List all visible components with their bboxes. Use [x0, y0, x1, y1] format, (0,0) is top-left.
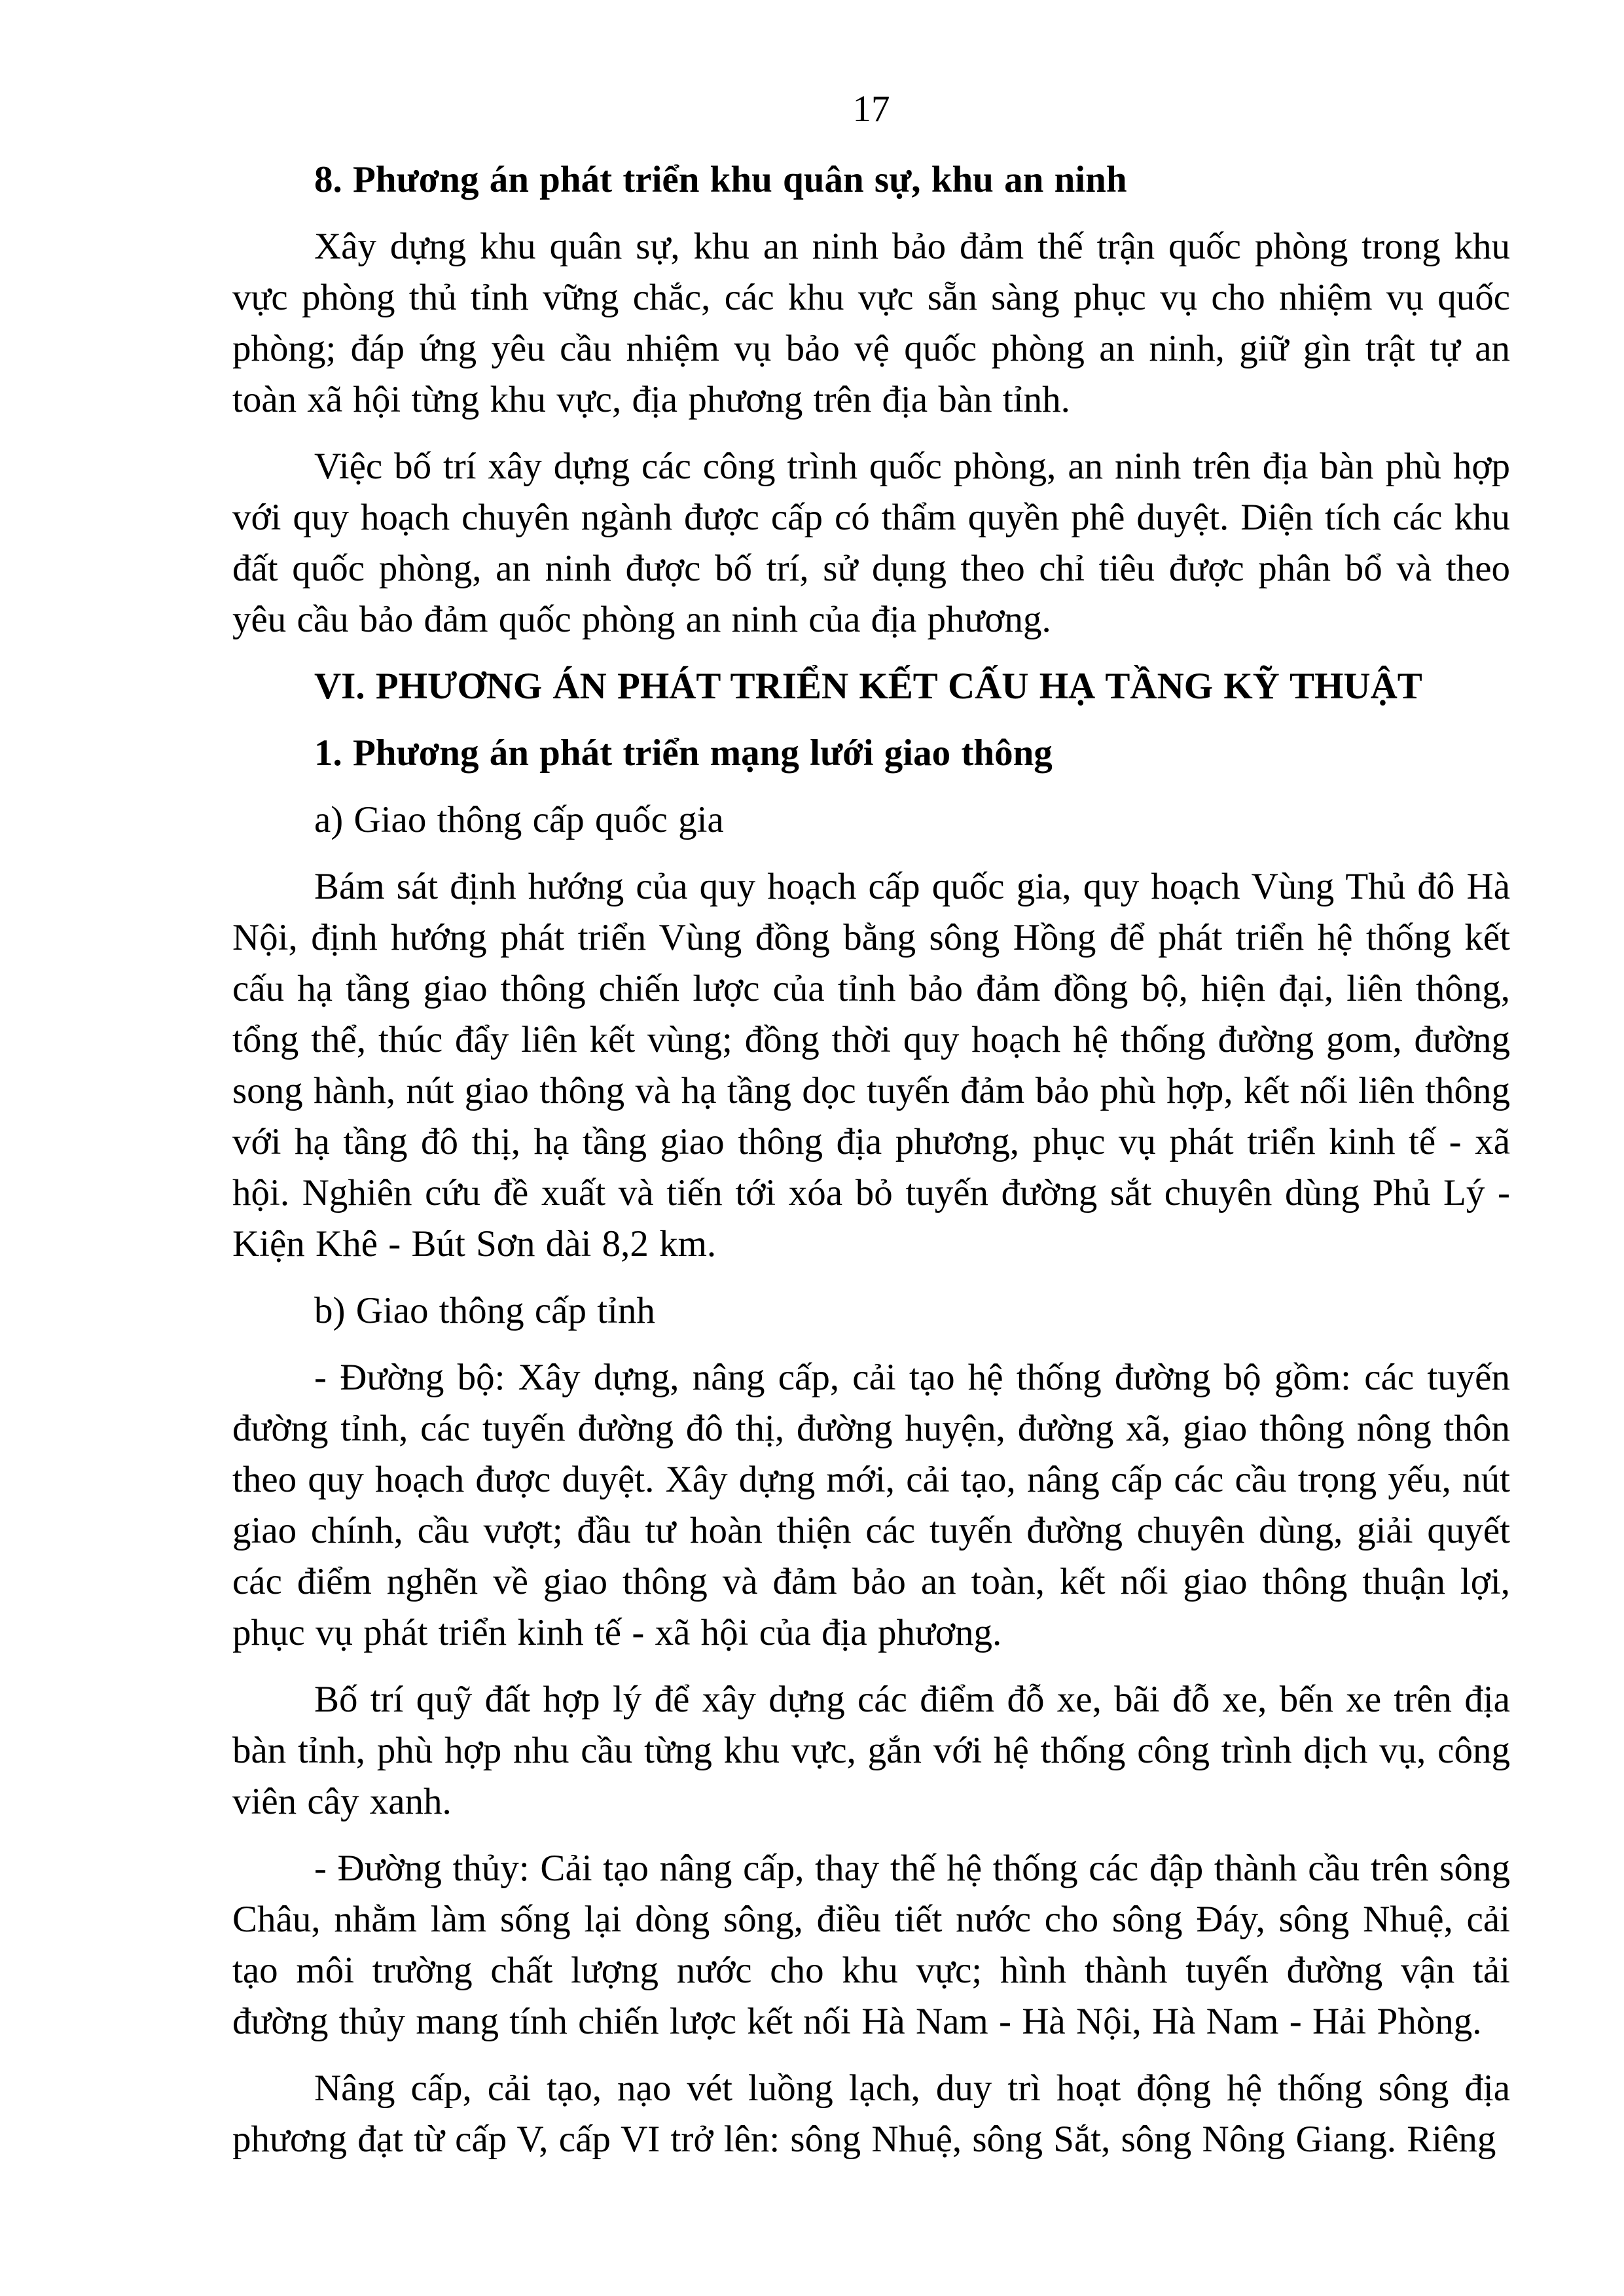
item-heading-national-transport: a) Giao thông cấp quốc gia: [314, 799, 724, 840]
paragraph-provincial-roads: - Đường bộ: Xây dựng, nâng cấp, cải tạo hệ thống đường bộ gồm: các tuyến đường tỉnh, các tuyến đường đô thị, đường huyện, đường xã, giao thông nông thôn theo quy hoạch được duyệt. Xây dựng mới, cải tạo, nâng cấp các cầu trọng yếu, nút giao chính, cầu vượt; đầu tư hoàn thiện các tuyến đường chuyên dùng, giải quyết các điểm nghẽn về giao thông và đảm bảo an toàn, kết nối giao thông thuận lợi, phục vụ phát triển kinh tế - xã hội của địa phương.: [232, 1357, 1510, 1653]
page-content: [232, 84, 1510, 2181]
item-heading-provincial-transport: b) Giao thông cấp tỉnh: [314, 1290, 655, 1331]
subsection-heading-transport-network: 1. Phương án phát triển mạng lưới giao thông: [314, 732, 1053, 774]
page-number: 17: [852, 88, 890, 130]
paragraph-parking-land: Bố trí quỹ đất hợp lý để xây dựng các điểm đỗ xe, bãi đỗ xe, bến xe trên địa bàn tỉnh, phù hợp nhu cầu từng khu vực, gắn với hệ thống công trình dịch vụ, công viên cây xanh.: [232, 1679, 1510, 1822]
section-heading-infrastructure: VI. PHƯƠNG ÁN PHÁT TRIỂN KẾT CẤU HẠ TẦNG KỸ THUẬT: [314, 666, 1422, 707]
paragraph-river-dredging: Nâng cấp, cải tạo, nạo vét luồng lạch, duy trì hoạt động hệ thống sông địa phương đạt từ cấp V, cấp VI trở lên: sông Nhuệ, sông Sắt, sông Nông Giang. Riêng: [232, 2068, 1510, 2160]
paragraph-waterways: - Đường thủy: Cải tạo nâng cấp, thay thế hệ thống các đập thành cầu trên sông Châu, nhằm làm sống lại dòng sông, điều tiết nước cho sông Đáy, sông Nhuệ, cải tạo môi trường chất lượng nước cho khu vực; hình thành tuyến đường vận tải đường thủy mang tính chiến lược kết nối Hà Nam - Hà Nội, Hà Nam - Hải Phòng.: [232, 1848, 1510, 2042]
paragraph-military-construction: Xây dựng khu quân sự, khu an ninh bảo đảm thế trận quốc phòng trong khu vực phòng thủ tỉnh vững chắc, các khu vực sẵn sàng phục vụ cho nhiệm vụ quốc phòng; đáp ứng yêu cầu nhiệm vụ bảo vệ quốc phòng an ninh, giữ gìn trật tự an toàn xã hội từng khu vực, địa phương trên địa bàn tỉnh.: [232, 226, 1510, 420]
paragraph-military-land: Việc bố trí xây dựng các công trình quốc phòng, an ninh trên địa bàn phù hợp với quy hoạch chuyên ngành được cấp có thẩm quyền phê duyệt. Diện tích các khu đất quốc phòng, an ninh được bố trí, sử dụng theo chỉ tiêu được phân bổ và theo yêu cầu bảo đảm quốc phòng an ninh của địa phương.: [232, 446, 1510, 640]
section-heading-military: 8. Phương án phát triển khu quân sự, khu an ninh: [314, 159, 1127, 200]
paragraph-national-transport: Bám sát định hướng của quy hoạch cấp quốc gia, quy hoạch Vùng Thủ đô Hà Nội, định hướng phát triển Vùng đồng bằng sông Hồng để phát triển hệ thống kết cấu hạ tầng giao thông chiến lược của tỉnh bảo đảm đồng bộ, hiện đại, liên thông, tổng thể, thúc đẩy liên kết vùng; đồng thời quy hoạch hệ thống đường gom, đường song hành, nút giao thông và hạ tầng dọc tuyến đảm bảo phù hợp, kết nối liên thông với hạ tầng đô thị, hạ tầng giao thông địa phương, phục vụ phát triển kinh tế - xã hội. Nghiên cứu đề xuất và tiến tới xóa bỏ tuyến đường sắt chuyên dùng Phủ Lý - Kiện Khê - Bút Sơn dài 8,2 km.: [232, 866, 1510, 1265]
